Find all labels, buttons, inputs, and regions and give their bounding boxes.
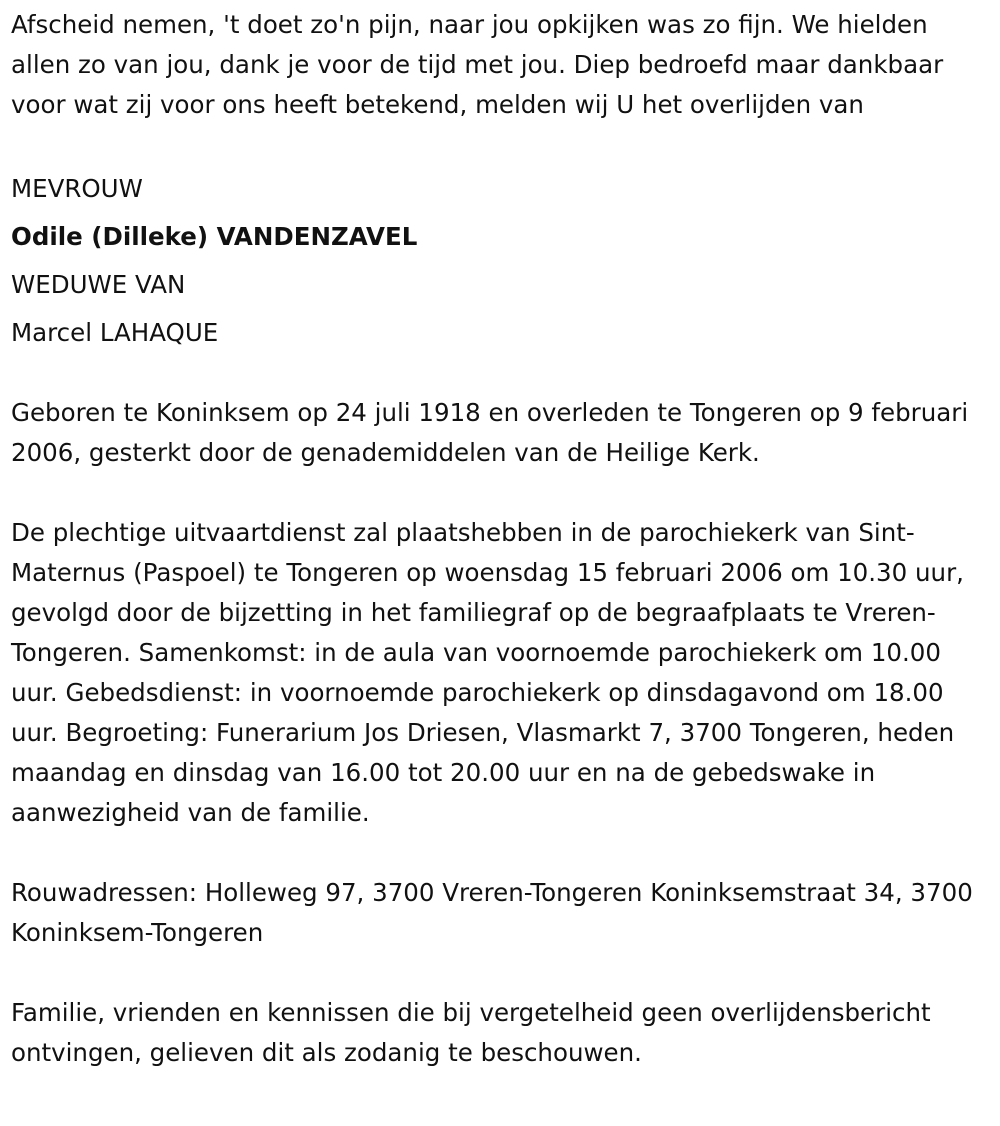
spacer [11, 473, 993, 513]
ceremony-paragraph: De plechtige uitvaartdienst zal plaatshebben in de parochiekerk van Sint-Maternus (Paspoel) te Tongeren op woensdag 15 februari 2006 om 10.30 uur, gevolgd door de bijzetting in het familiegraf op de begraafplaats te Vreren-Tongeren. Samenkomst: in de aula van voornoemde parochiekerk om 10.00 uur. Gebedsdienst: in voornoemde parochiekerk op dinsdagavond om 18.00 uur. Begroeting: Funerarium Jos Driesen, Vlasmarkt 7, 3700 Tongeren, heden maandag en dinsdag van 16.00 tot 20.00 uur en na de gebedswake in aanwezigheid van de familie. [11, 518, 964, 827]
closing-paragraph: Familie, vrienden en kennissen die bij vergetelheid geen overlijdensbericht ontvingen, gelieven dit als zodanig te beschouwen. [11, 998, 931, 1067]
intro-paragraph: Afscheid nemen, 't doet zo'n pijn, naar jou opkijken was zo fijn. We hielden allen zo van jou, dank je voor de tijd met jou. Diep bedroefd maar dankbaar voor wat zij voor ons heeft betekend, melden wij U het overlijden van [11, 10, 944, 119]
spacer [11, 953, 993, 993]
deceased-name: Odile (Dilleke) VANDENZAVEL [11, 222, 418, 251]
spacer [11, 125, 993, 165]
name-block [11, 169, 993, 353]
spacer [11, 833, 993, 873]
obituary-document [11, 0, 993, 1073]
birth-death-paragraph: Geboren te Koninksem op 24 juli 1918 en overleden te Tongeren op 9 februari 2006, gesterkt door de genademiddelen van de Heilige Kerk. [11, 398, 969, 467]
addresses-paragraph: Rouwadressen: Holleweg 97, 3700 Vreren-Tongeren Koninksemstraat 34, 3700 Koninksem-Tongeren [11, 878, 973, 947]
spacer [11, 353, 993, 393]
widow-label: WEDUWE VAN [11, 270, 186, 299]
title-line: MEVROUW [11, 174, 143, 203]
spouse-name: Marcel LAHAQUE [11, 318, 219, 347]
